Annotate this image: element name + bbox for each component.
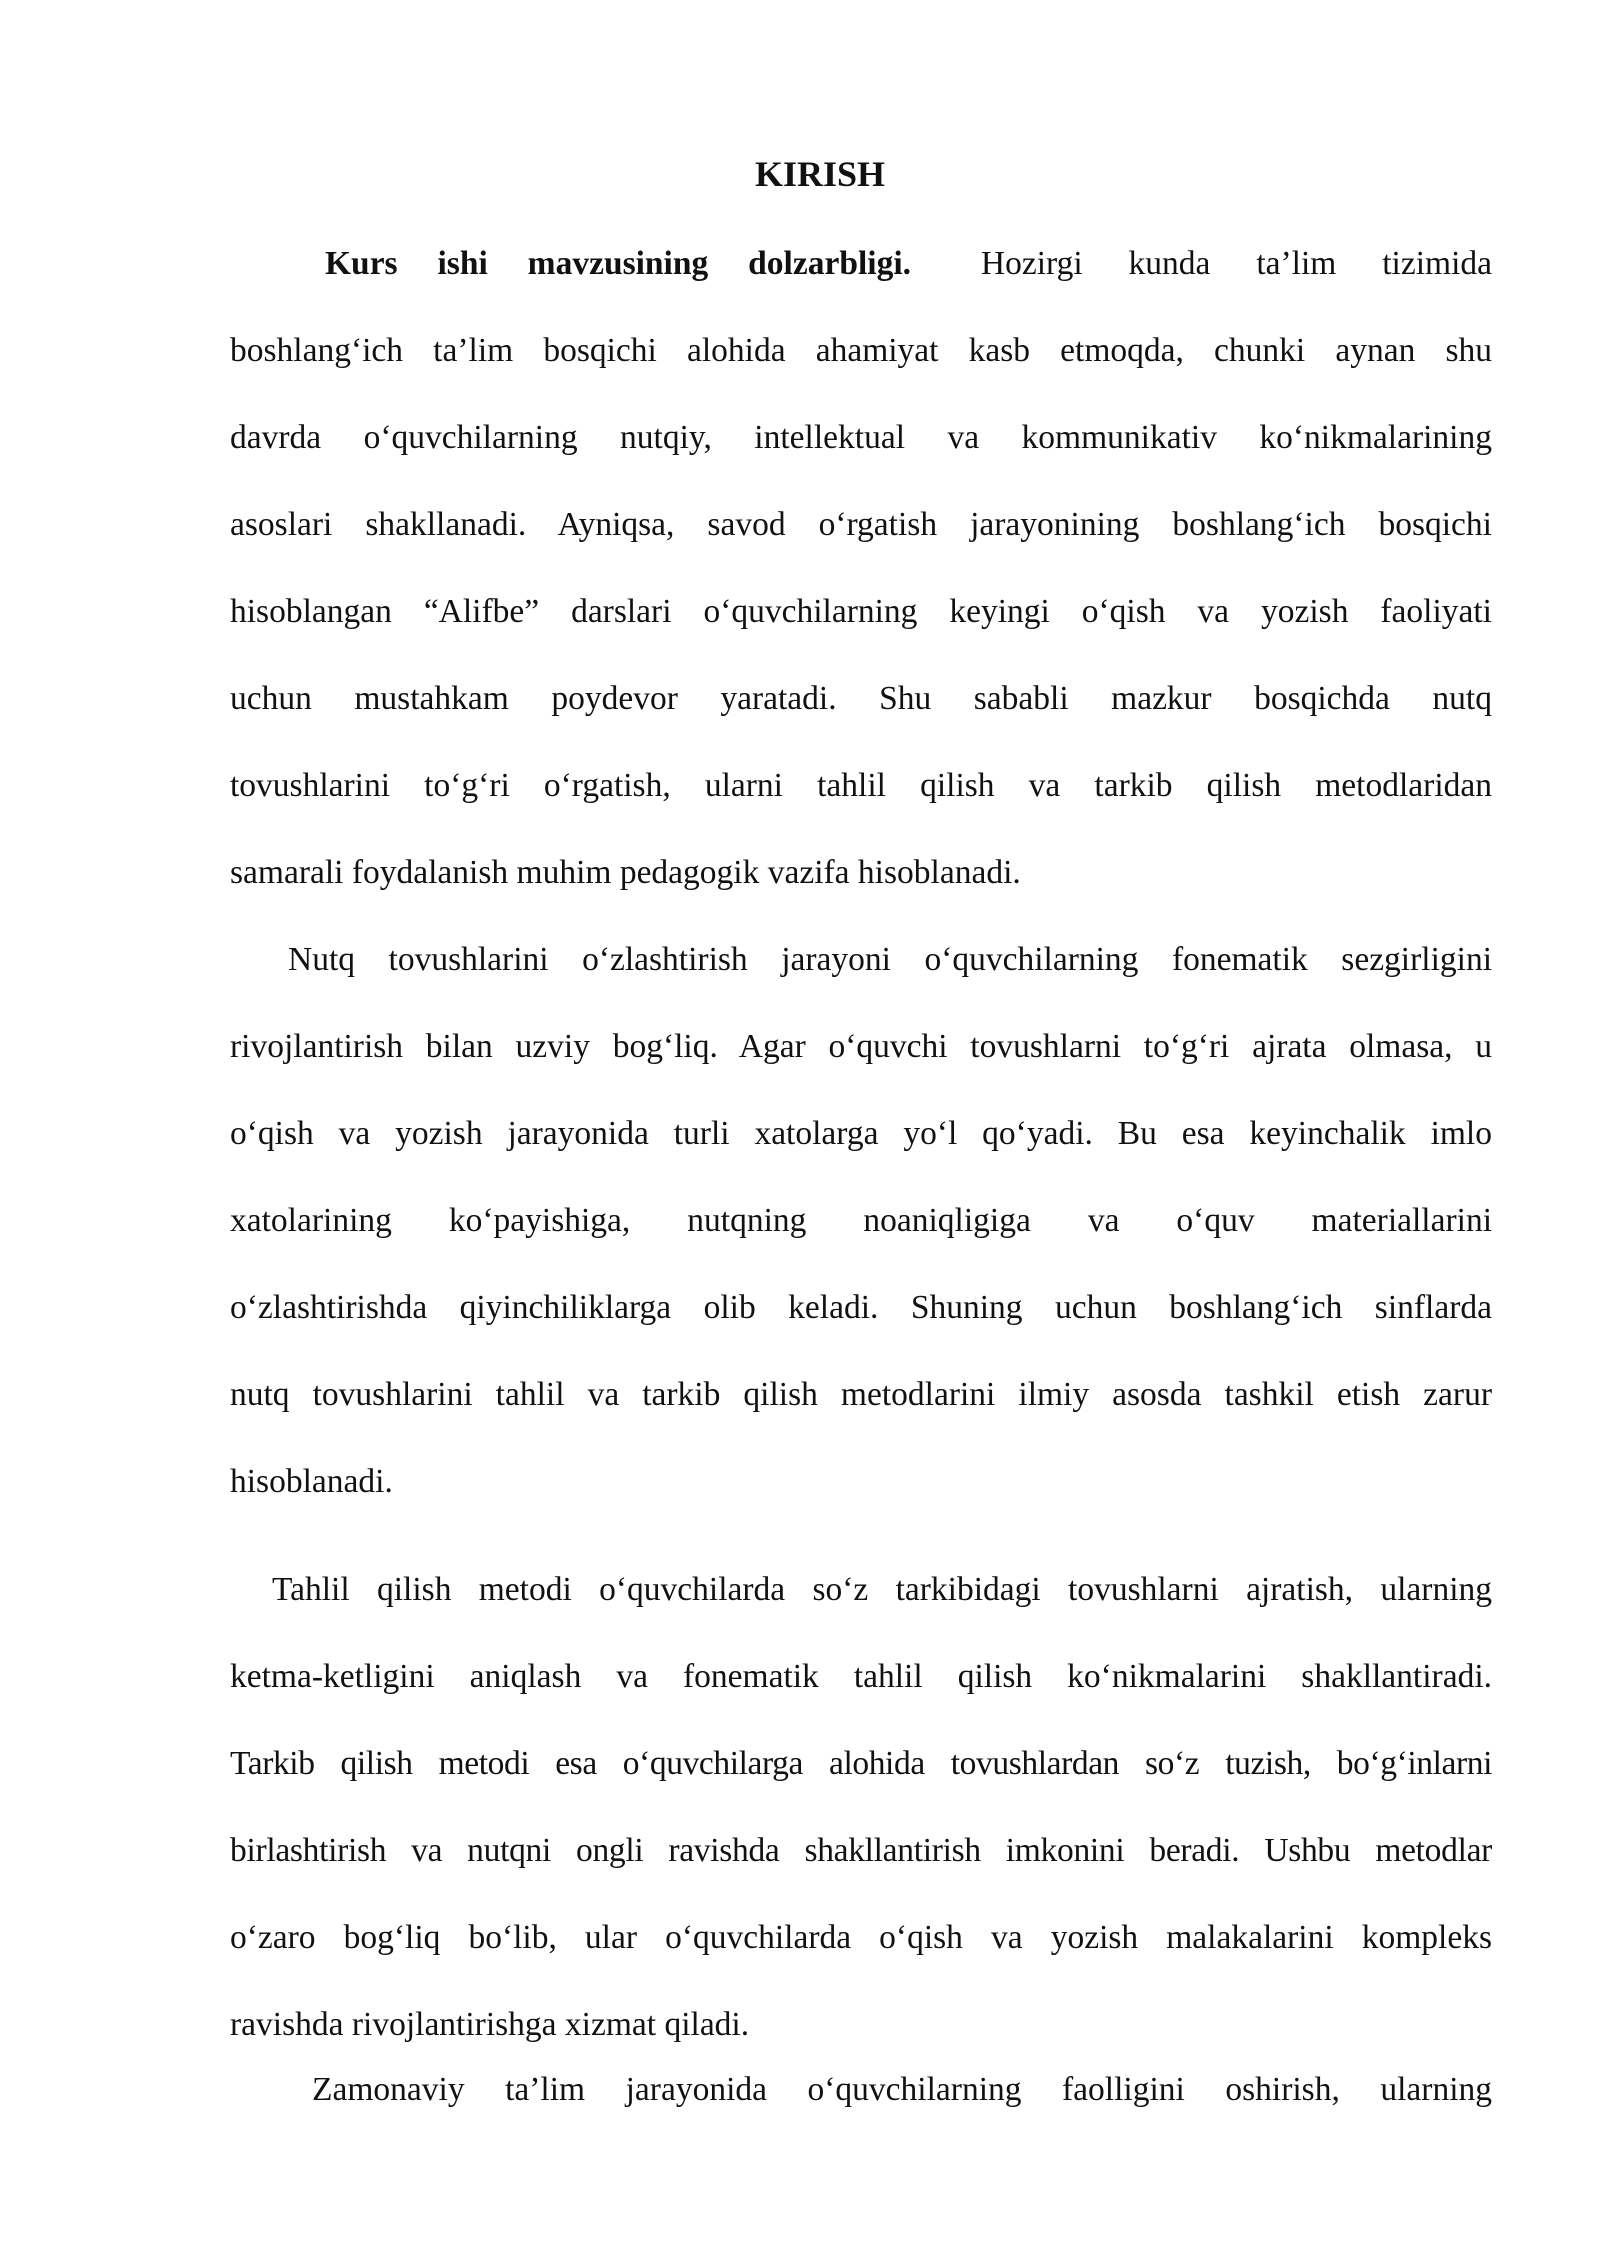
paragraph-methods [230,1546,1492,2068]
paragraph-line: Nutq tovushlarini o‘zlashtirish jarayoni o‘quvchilarning fonematik sezgirligini [288,941,1492,978]
paragraph-line: Tarkib qilish metodi esa o‘quvchilarga alohida tovushlardan so‘z tuzish, bo‘g‘inlarni [230,1745,1492,1782]
paragraph-line: o‘zlashtirishda qiyinchiliklarga olib keladi. Shuning uchun boshlang‘ich sinflarda [230,1289,1492,1326]
paragraph-line: o‘qish va yozish jarayonida turli xatolarga yo‘l qo‘yadi. Bu esa keyinchalik imlo [230,1115,1492,1152]
paragraph-line: o‘zaro bog‘liq bo‘lib, ular o‘quvchilarda o‘qish va yozish malakalarini kompleks [230,1919,1492,1956]
paragraph-line: davrda o‘quvchilarning nutqiy, intellektual va kommunikativ ko‘nikmalarining [230,419,1492,456]
page-title: KIRISH [754,154,886,194]
paragraph-line: hisoblanadi. [230,1463,393,1500]
paragraph-line [230,220,1492,307]
paragraph-line: xatolarining ko‘payishiga, nutqning noaniqligiga va o‘quv materiallarini [230,1202,1492,1239]
paragraph-modern-education [230,2046,1492,2133]
paragraph-line: ketma-ketligini aniqlash va fonematik tahlil qilish ko‘nikmalarini shakllantiradi. [230,1658,1492,1695]
paragraph-line: birlashtirish va nutqni ongli ravishda shakllantirish imkonini beradi. Ushbu metodlar [230,1832,1492,1869]
paragraph-line: ravishda rivojlantirishga xizmat qiladi. [230,2006,750,2043]
paragraph-line: rivojlantirish bilan uzviy bog‘liq. Agar o‘quvchi tovushlarni to‘g‘ri ajrata olmasa, u [230,1028,1492,1065]
paragraph-line: Tahlil qilish metodi o‘quvchilarda so‘z tarkibidagi tovushlarni ajratish, ularning [272,1571,1492,1608]
paragraph-line: hisoblangan “Alifbe” darslari o‘quvchilarning keyingi o‘qish va yozish faoliyati [230,593,1492,630]
paragraph-line: Zamonaviy ta’lim jarayonida o‘quvchilarning faolligini oshirish, ularning [312,2071,1492,2108]
paragraph-line: samarali foydalanish muhim pedagogik vazifa hisoblanadi. [230,854,1021,891]
paragraph-line: uchun mustahkam poydevor yaratadi. Shu sababli mazkur bosqichda nutq [230,680,1492,717]
paragraph-line: boshlang‘ich ta’lim bosqichi alohida ahamiyat kasb etmoqda, chunki aynan shu [230,332,1492,369]
paragraph-phonemic-awareness [230,916,1492,1525]
paragraph-lead: Kurs ishi mavzusining dolzarbligi. [325,245,912,282]
paragraph-line: tovushlarini to‘g‘ri o‘rgatish, ularni tahlil qilish va tarkib qilish metodlaridan [230,767,1492,804]
paragraph-line: asoslari shakllanadi. Ayniqsa, savod o‘rgatish jarayonining boshlang‘ich bosqichi [230,506,1492,543]
paragraph-line-text: Hozirgi kunda ta’lim tizimida [980,245,1493,282]
paragraph-line: nutq tovushlarini tahlil va tarkib qilish metodlarini ilmiy asosda tashkil etish zarur [230,1376,1492,1413]
paragraph-relevance [230,220,1492,916]
